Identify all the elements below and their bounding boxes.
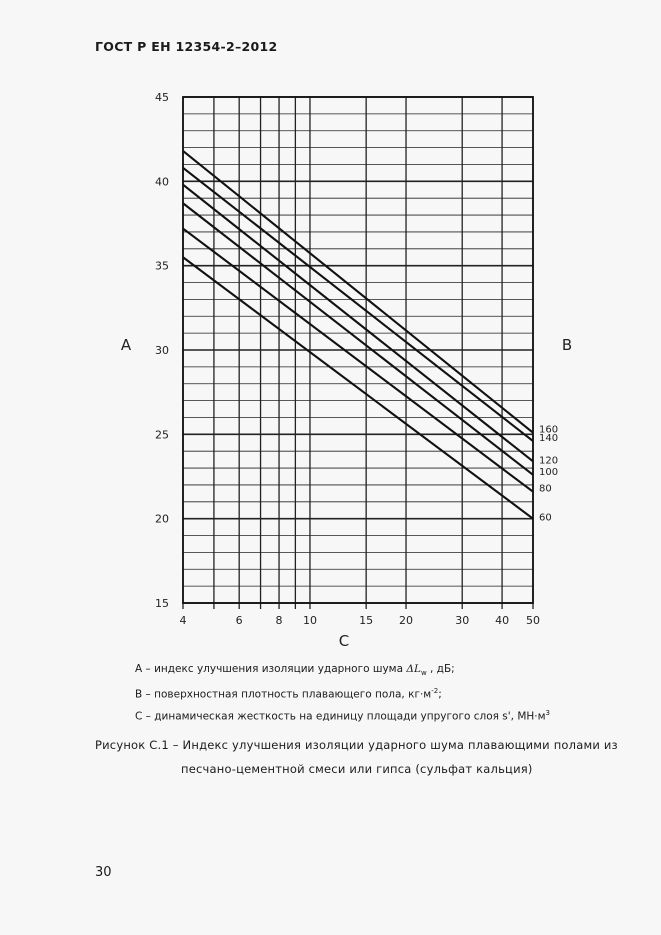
page-number: 30 [95,865,112,880]
legend-a-text: A – индекс улучшения изоляции ударного шума [135,663,407,675]
series-line-80 [183,229,533,492]
legend-a-suffix: , дБ; [426,663,455,675]
series-label-140: 140 [539,433,559,445]
x-tick-label: 15 [359,614,374,627]
chart-series [183,151,533,519]
series-line-160 [183,151,533,433]
x-tick-label: 40 [495,614,510,627]
x-tick-label: 4 [179,614,187,627]
x-tick-label: 50 [526,614,540,627]
series-label-160: 160 [539,424,559,436]
series-label-60: 60 [539,512,552,524]
chart-grid [183,97,533,609]
series-label-100: 100 [539,466,559,478]
y-tick-label: 40 [155,175,169,189]
legend-b-end: ; [438,688,442,701]
series-label-120: 120 [539,455,559,467]
legend-c-text: С – динамическая жесткость на единицу площади упругого слоя s', МН·м [135,710,546,723]
y-tick-label: 20 [155,512,169,526]
x-tick-label: 8 [275,614,283,627]
y-tick-label: 30 [155,344,169,357]
document-header: ГОСТ Р ЕН 12354-2–2012 [95,39,278,54]
chart-labels [121,91,572,650]
figure-caption-line1: Рисунок С.1 – Индекс улучшения изоляции ударного шума плавающими полами из [95,738,618,752]
x-tick-label: 30 [455,614,470,627]
legend-c-superscript: 3 [545,709,551,717]
series-line-60 [183,257,533,518]
figure-caption-line2: песчано-цементной смеси или гипса (сульфат кальция) [181,762,533,776]
legend-a-subscript: w [420,669,427,678]
legend-b-text: B – поверхностная плотность плавающего пола, кг·м [135,688,432,701]
legend-a [135,663,455,677]
series-label-80: 80 [539,483,552,495]
y-axis-label: A [120,336,132,354]
legend-c [135,709,550,723]
x-tick-label: 20 [399,614,414,627]
right-axis-label: B [561,336,573,354]
legend-a-symbol: ΔL [406,663,421,675]
legend-b-superscript: -2 [431,687,439,695]
series-line-120 [183,185,533,462]
x-tick-label: 6 [235,614,243,627]
x-axis-label: C [338,632,350,650]
y-tick-label: 35 [155,259,169,273]
series-line-140 [183,168,533,441]
y-tick-label: 15 [155,597,169,610]
legend-b [135,687,442,701]
x-tick-label: 10 [302,614,317,627]
y-tick-label: 25 [155,428,169,442]
y-tick-label: 45 [155,91,169,104]
